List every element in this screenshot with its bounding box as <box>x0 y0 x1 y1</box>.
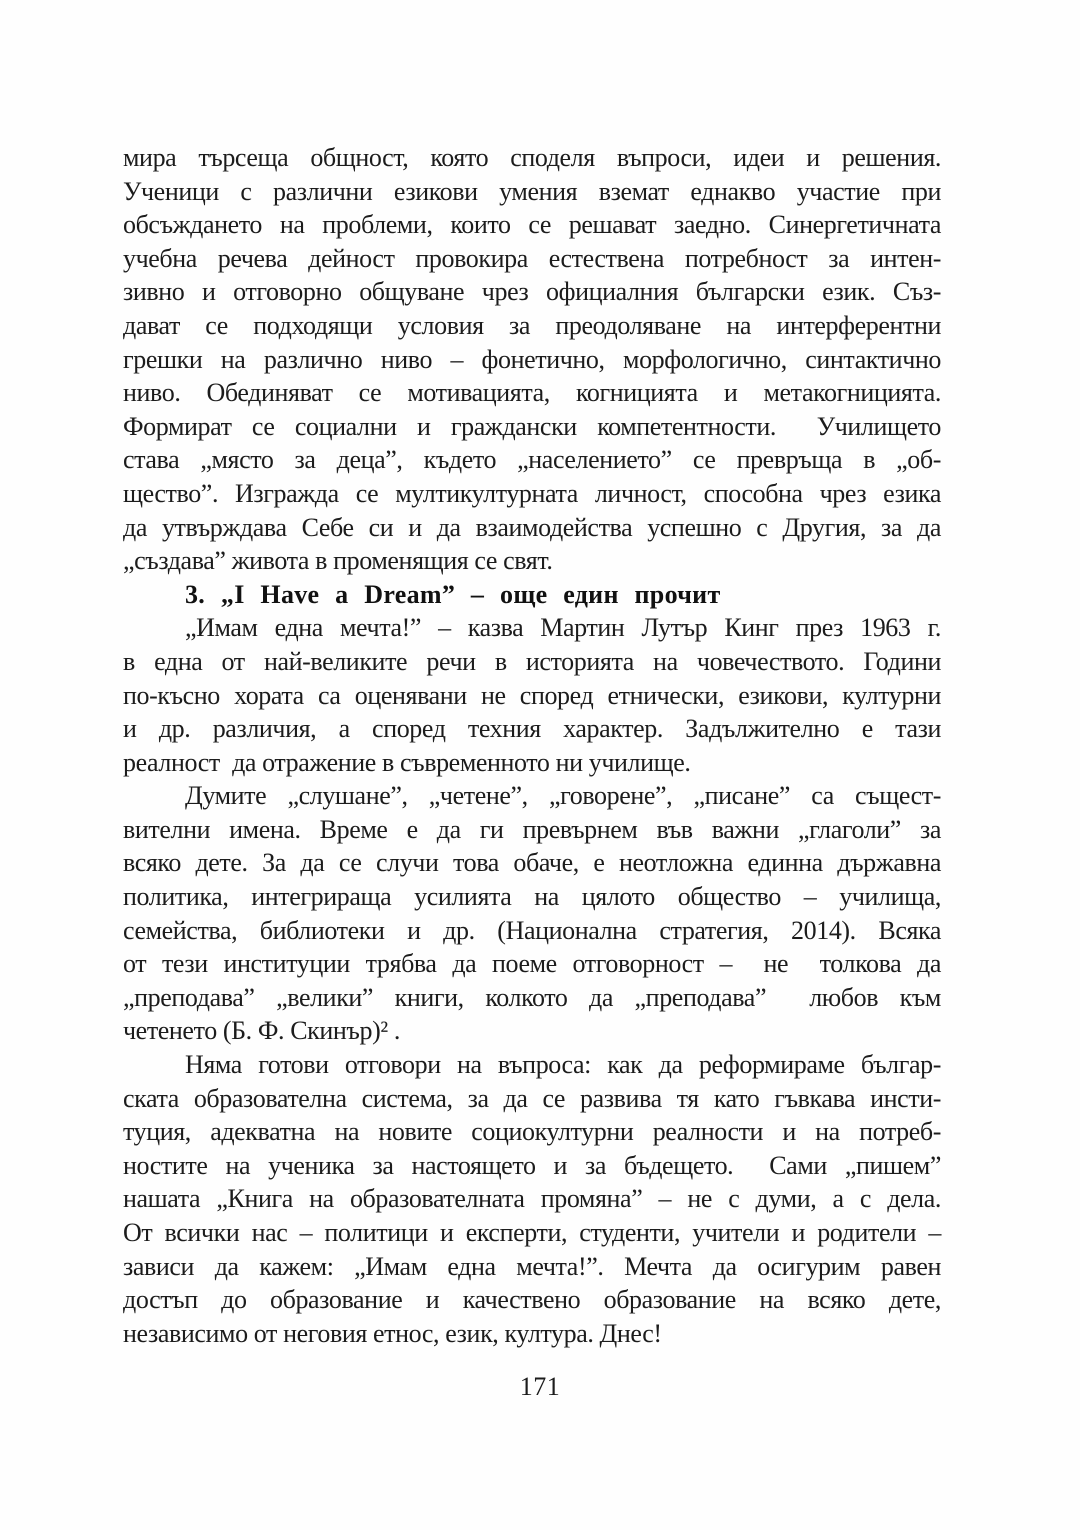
text-line: Ученици с различни езикови умения вземат еднакво участие при <box>123 176 941 206</box>
text-line: „създава” живота в променящия се свят. <box>123 546 553 576</box>
text-line: семейства, библиотеки и др. (Национална стратегия, 2014). Всяка <box>123 915 941 945</box>
section-heading: 3. „I Have a Dream” – още един прочит <box>185 579 721 609</box>
text-line: Думите „слушане”, „четене”, „говорене”, „писане” са същест- <box>185 781 941 811</box>
text-line: нашата „Книга на образователната промяна” – не с думи, а с дела. <box>123 1184 941 1214</box>
text-line: политика, интегрираща усилията на цялото общество – училища, <box>123 882 941 912</box>
text-line: от тези институции трябва да поеме отговорност – не толкова да <box>123 949 941 979</box>
text-line: мира търсеща общност, която споделя въпроси, идеи и решения. <box>123 143 941 172</box>
text-line: ниво. Обединяват се мотивацията, когницията и метакогницията. <box>123 378 941 408</box>
text-line: зивно и отговорно общуване чрез официалния български език. Съз- <box>123 277 941 307</box>
text-line: Формират се социални и граждански компетентности. Училището <box>123 411 941 441</box>
text-line: всяко дете. За да се случи това обаче, е неотложна единна държавна <box>123 848 941 878</box>
text-line: и др. различия, а според техния характер. Задължително е тази <box>123 714 941 744</box>
text-line: грешки на различно ниво – фонетично, морфологично, синтактично <box>123 344 941 374</box>
text-line: обсъждането на проблеми, които се решават заедно. Синергетичната <box>123 210 941 240</box>
text-line: реалност да отражение в съвременното ни училище. <box>123 747 691 777</box>
text-line: ската образователна система, за да се развива тя като гъвкава инсти- <box>123 1083 941 1113</box>
text-line: Няма готови отговори на въпроса: как да реформираме българ- <box>185 1050 941 1080</box>
text-line: достъп до образование и качествено образование на всяко дете, <box>123 1285 941 1315</box>
text-line: щество”. Изгражда се мултикултурната личност, способна чрез езика <box>123 478 941 508</box>
text-line: „Имам една мечта!” – казва Мартин Лутър Кинг през 1963 г. <box>185 613 941 643</box>
text-line: зависи да кажем: „Имам една мечта!”. Мечта да осигурим равен <box>123 1251 941 1281</box>
page-number: 171 <box>519 1372 561 1401</box>
text-line: дават се подходящи условия за преодоляване на интерферентни <box>123 310 941 340</box>
text-line: вителни имена. Време е да ги превърнем във важни „глаголи” за <box>123 814 941 844</box>
text-line: по-късно хората са оценявани не според етнически, езикови, културни <box>123 680 941 710</box>
text-line: четенето (Б. Ф. Скинър)² . <box>123 1016 400 1046</box>
text-block <box>123 141 941 1350</box>
text-line: става „място за деца”, където „населението” се превръща в „об- <box>123 445 941 475</box>
text-line: да утвърждава Себе си и да взаимодейства успешно с Другия, за да <box>123 512 941 542</box>
text-line: независимо от неговия етнос, език, култура. Днес! <box>123 1318 662 1348</box>
text-line: „преподава” „велики” книги, колкото да „преподава” любов към <box>123 982 941 1012</box>
text-line: туция, адекватна на новите социокултурни реалности и на потреб- <box>123 1117 941 1147</box>
text-line: учебна речева дейност провокира естествена потребност за интен- <box>123 243 941 273</box>
text-line: ностите на ученика за настоящето и за бъдещето. Сами „пишем” <box>123 1150 941 1180</box>
text-line: От всички нас – политици и експерти, студенти, учители и родители – <box>123 1218 941 1247</box>
text-line: в една от най-великите речи в историята на човечеството. Години <box>123 646 941 676</box>
